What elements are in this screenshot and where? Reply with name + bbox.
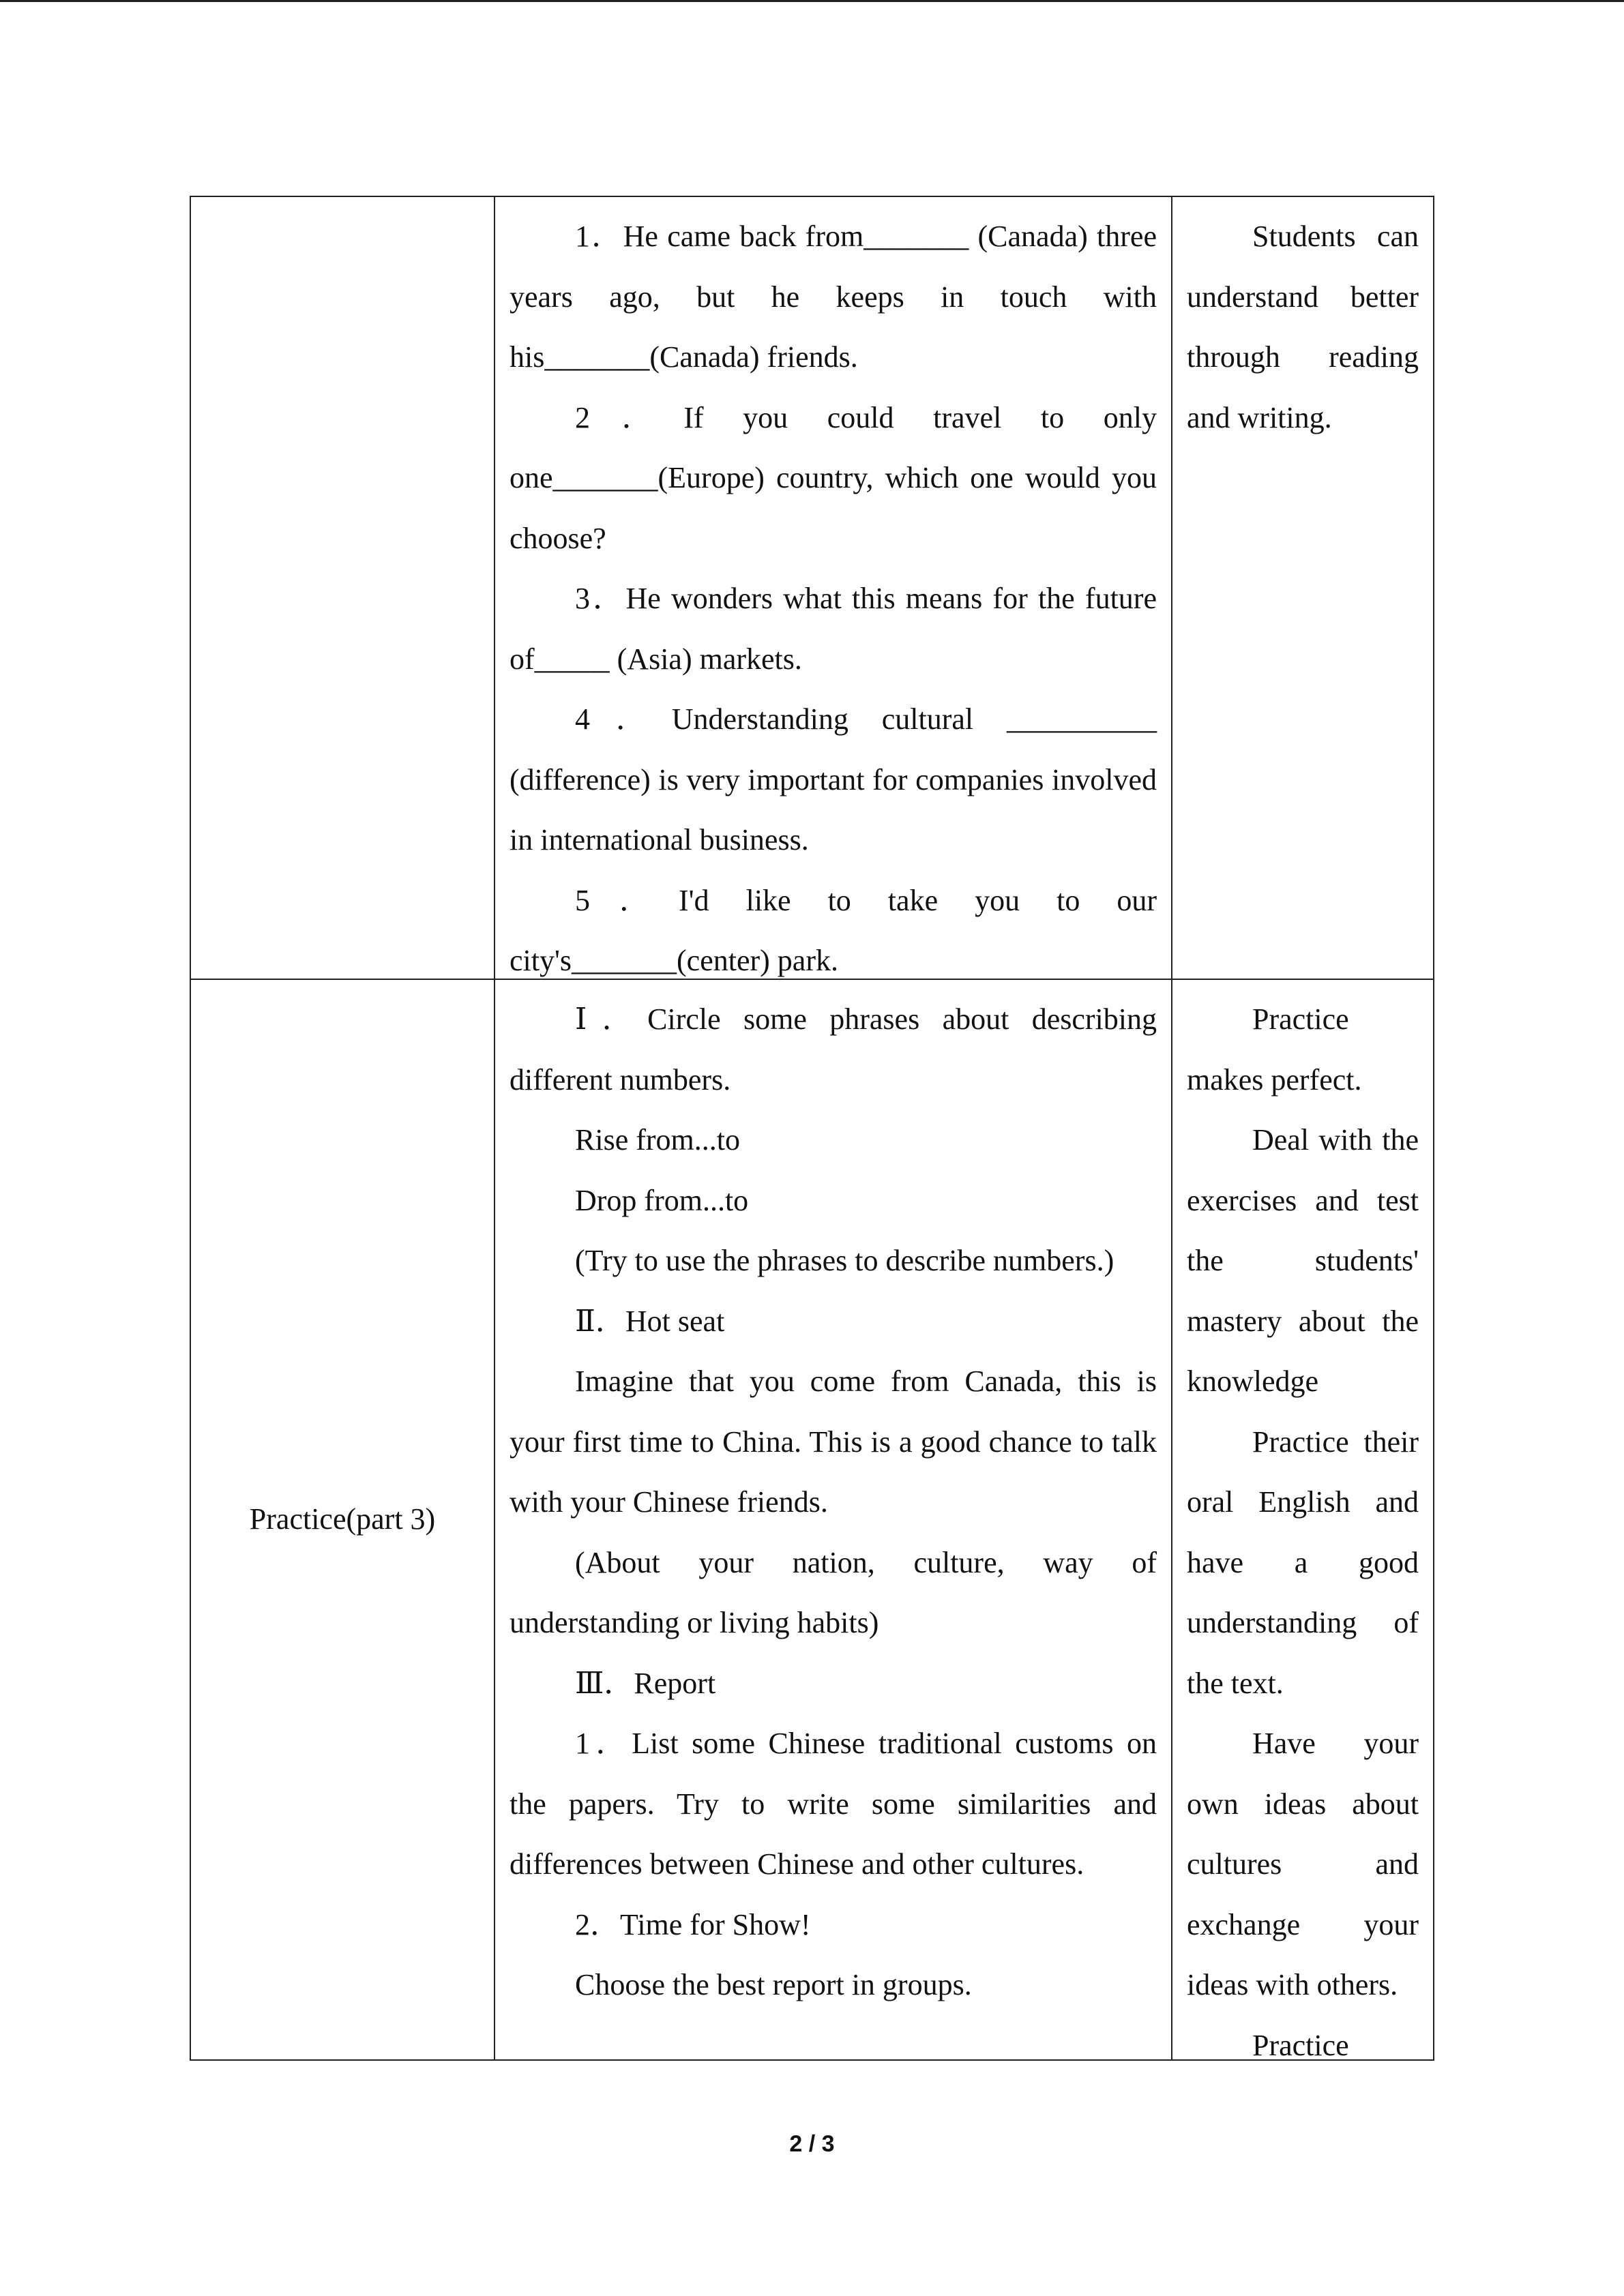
aim-text: Have your own ideas about cultures and exchange your ideas with others. [1187, 1727, 1419, 2001]
step-cell [190, 196, 494, 979]
table-row [190, 979, 1434, 2060]
step-cell [190, 979, 494, 2060]
section-heading: Ⅲ．Report [575, 1666, 716, 1700]
exercise-item: 5．I'd like to take you to our city's_______(center) park. [510, 883, 1157, 977]
lesson-plan-table [190, 196, 1434, 2061]
instruction-text: (Try to use the phrases to describe numbers.) [575, 1244, 1114, 1277]
aim-text: Deal with the exercises and test the students' mastery about the knowledge [1187, 1123, 1419, 1398]
aim-text: Students can understand better through reading and writing. [1187, 220, 1419, 434]
aim-text: Practice their oral English and have a good understanding of the text. [1187, 1425, 1419, 1700]
aim-cell [1172, 196, 1434, 979]
instruction-text: Imagine that you come from Canada, this is your first time to China. This is a good chance to talk with your Chinese friends. [510, 1365, 1157, 1519]
instruction-text: (About your nation, culture, way of understanding or living habits) [510, 1545, 1157, 1639]
page-top-border [0, 0, 1624, 2]
phrase-item: Drop from...to [575, 1183, 749, 1217]
content-cell [494, 979, 1172, 2060]
aim-text: Practice [1252, 2028, 1349, 2059]
exercise-item: 1．He came back from_______ (Canada) three years ago, but he keeps in touch with his_______(Canada) friends. [510, 220, 1157, 374]
instruction-text: 1．List some Chinese traditional customs on the papers. Try to write some similarities and differences between Chinese and other cultures. [510, 1727, 1157, 1881]
instruction-text: 2．Time for Show! [575, 1907, 811, 1941]
content-cell [494, 196, 1172, 979]
phrase-item: Rise from...to [575, 1123, 740, 1157]
page-number: 2 / 3 [789, 2131, 835, 2157]
exercise-item: 2．If you could travel to only one_______(Europe) country, which one would you choose? [510, 400, 1157, 555]
exercise-item: 4．Understanding cultural __________ (difference) is very important for companies involved in international business. [510, 702, 1157, 856]
aim-cell [1172, 979, 1434, 2060]
instruction-text: Choose the best report in groups. [575, 1968, 972, 2001]
aim-text: Practice makes perfect. [1187, 1002, 1362, 1097]
section-heading: Ⅰ．Circle some phrases about describing different numbers. [510, 1002, 1157, 1097]
section-heading: Ⅱ．Hot seat [575, 1304, 725, 1338]
table-row [190, 196, 1434, 979]
step-label: Practice(part 3) [249, 1502, 436, 1536]
exercise-item: 3．He wonders what this means for the future of_____ (Asia) markets. [510, 582, 1157, 676]
